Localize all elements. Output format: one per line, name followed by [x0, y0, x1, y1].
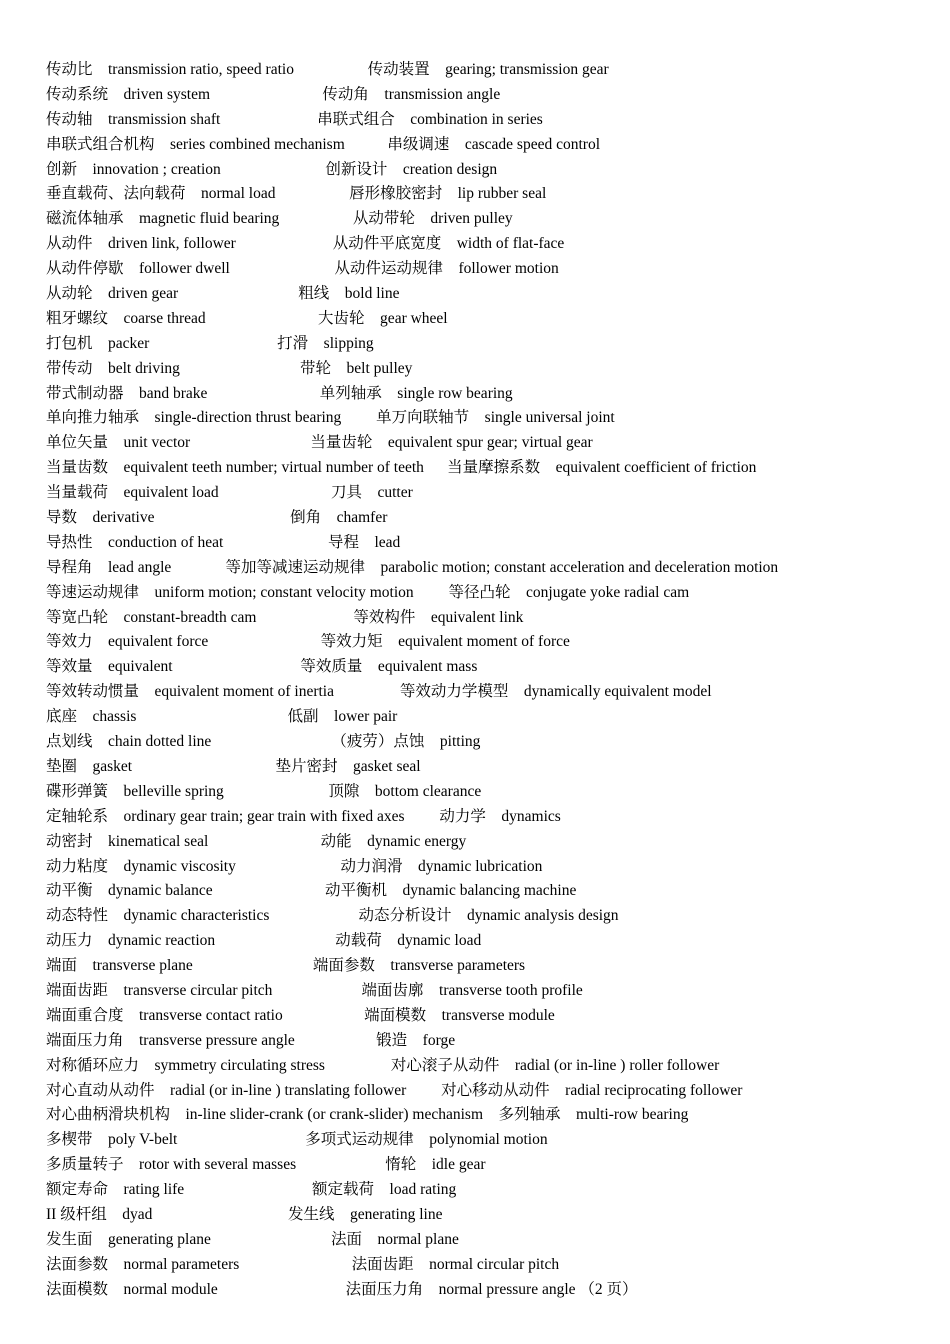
text-line: 对称循环应力 symmetry circulating stress 对心滚子从动件 radial (or in-line ) roller follower: [46, 1056, 720, 1074]
text-line: 额定寿命 rating life 额定载荷 load rating: [46, 1181, 457, 1199]
glossary-text: [46, 58, 926, 1303]
text-line: 等宽凸轮 constant-breadth cam 等效构件 equivalent link: [46, 608, 524, 626]
text-line: 多楔带 poly V-belt 多项式运动规律 polynomial motion: [46, 1131, 548, 1149]
text-line: 带式制动器 band brake 单列轴承 single row bearing: [46, 384, 513, 402]
text-line: 打包机 packer 打滑 slipping: [46, 334, 374, 352]
text-line: 端面齿距 transverse circular pitch 端面齿廓 transverse tooth profile: [46, 981, 583, 999]
text-line: 点划线 chain dotted line （疲劳）点蚀 pitting: [46, 733, 481, 751]
text-line: 等效转动惯量 equivalent moment of inertia 等效动力学模型 dynamically equivalent model: [46, 683, 712, 701]
text-line: 法面模数 normal module 法面压力角 normal pressure angle （2 页）: [46, 1280, 638, 1298]
text-line: 粗牙螺纹 coarse thread 大齿轮 gear wheel: [46, 309, 448, 327]
text-line: 当量载荷 equivalent load 刀具 cutter: [46, 484, 413, 502]
text-line: 垂直载荷、法向载荷 normal load 唇形橡胶密封 lip rubber seal: [46, 185, 547, 203]
text-line: II 级杆组 dyad 发生线 generating line: [46, 1205, 443, 1223]
text-line: 传动轴 transmission shaft 串联式组合 combination in series: [46, 110, 543, 128]
text-line: 导热性 conduction of heat 导程 lead: [46, 533, 401, 551]
text-line: 多质量转子 rotor with several masses 惰轮 idle gear: [46, 1156, 486, 1174]
text-line: 定轴轮系 ordinary gear train; gear train with fixed axes 动力学 dynamics: [46, 807, 561, 825]
text-line: 动力粘度 dynamic viscosity 动力润滑 dynamic lubrication: [46, 857, 543, 875]
text-line: 等速运动规律 uniform motion; constant velocity motion 等径凸轮 conjugate yoke radial cam: [46, 583, 690, 601]
text-line: 对心直动从动件 radial (or in-line ) translating follower 对心移动从动件 radial reciprocating follower: [46, 1081, 743, 1099]
text-line: 动平衡 dynamic balance 动平衡机 dynamic balancing machine: [46, 882, 577, 900]
text-line: 单位矢量 unit vector 当量齿轮 equivalent spur gear; virtual gear: [46, 434, 593, 452]
text-line: 等效力 equivalent force 等效力矩 equivalent moment of force: [46, 633, 570, 651]
text-line: 磁流体轴承 magnetic fluid bearing 从动带轮 driven pulley: [46, 210, 513, 228]
text-line: 串联式组合机构 series combined mechanism 串级调速 cascade speed control: [46, 135, 601, 153]
text-line: 发生面 generating plane 法面 normal plane: [46, 1230, 459, 1248]
text-line: 传动系统 driven system 传动角 transmission angle: [46, 85, 501, 103]
text-line: 法面参数 normal parameters 法面齿距 normal circular pitch: [46, 1255, 560, 1273]
text-line: 导数 derivative 倒角 chamfer: [46, 509, 388, 527]
text-line: 动态特性 dynamic characteristics 动态分析设计 dynamic analysis design: [46, 907, 619, 925]
text-line: 端面重合度 transverse contact ratio 端面模数 transverse module: [46, 1006, 555, 1024]
text-line: 对心曲柄滑块机构 in-line slider-crank (or crank-slider) mechanism 多列轴承 multi-row bearing: [46, 1106, 689, 1124]
text-line: 从动件停歇 follower dwell 从动件运动规律 follower motion: [46, 260, 559, 278]
text-line: 底座 chassis 低副 lower pair: [46, 708, 398, 726]
text-line: 带传动 belt driving 带轮 belt pulley: [46, 359, 413, 377]
text-line: 碟形弹簧 belleville spring 顶隙 bottom clearance: [46, 782, 482, 800]
text-line: 单向推力轴承 single-direction thrust bearing 单万向联轴节 single universal joint: [46, 409, 615, 427]
text-line: 从动件 driven link, follower 从动件平底宽度 width of flat-face: [46, 235, 565, 253]
text-line: 传动比 transmission ratio, speed ratio 传动装置 gearing; transmission gear: [46, 61, 609, 78]
text-line: 垫圈 gasket 垫片密封 gasket seal: [46, 757, 421, 775]
text-line: 动压力 dynamic reaction 动载荷 dynamic load: [46, 932, 482, 950]
text-line: 创新 innovation ; creation 创新设计 creation design: [46, 160, 498, 178]
text-line: 端面 transverse plane 端面参数 transverse parameters: [46, 957, 526, 975]
text-line: 等效量 equivalent 等效质量 equivalent mass: [46, 658, 478, 676]
text-line: 动密封 kinematical seal 动能 dynamic energy: [46, 832, 467, 850]
text-line: 导程角 lead angle 等加等减速运动规律 parabolic motion; constant acceleration and deceleration motion: [46, 558, 779, 576]
text-line: 当量齿数 equivalent teeth number; virtual number of teeth 当量摩擦系数 equivalent coefficient of friction: [46, 459, 757, 477]
text-line: 从动轮 driven gear 粗线 bold line: [46, 285, 400, 303]
text-line: 端面压力角 transverse pressure angle 锻造 forge: [46, 1031, 456, 1049]
